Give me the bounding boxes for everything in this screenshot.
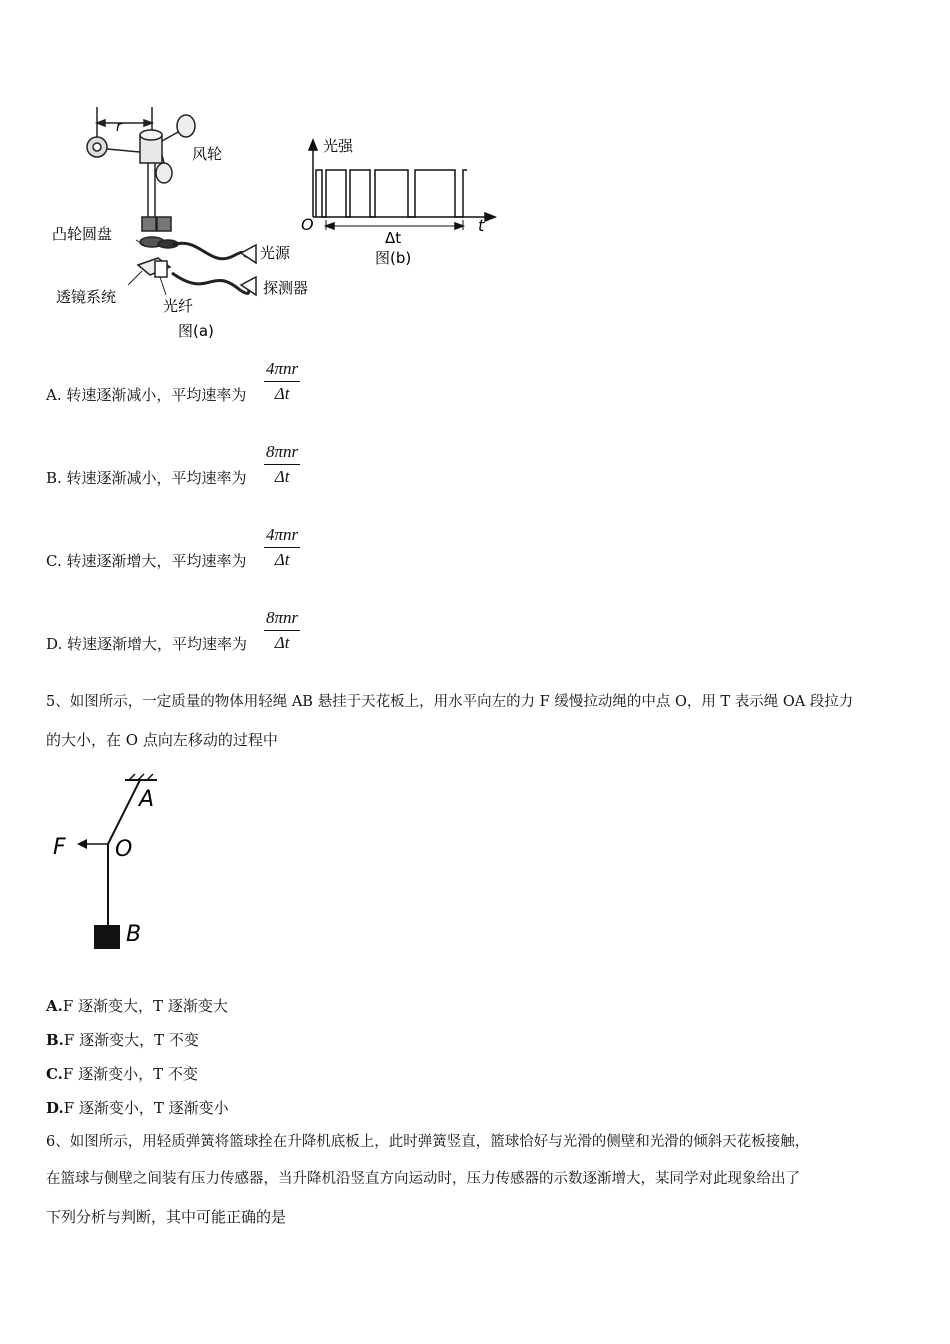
light-source-label: 光源 (260, 244, 291, 262)
figure-b-caption: 图(b) (375, 249, 412, 267)
option-text: C. 转速逐渐增大，平均速率为 (46, 552, 247, 570)
option-label: B. (46, 1031, 64, 1049)
q5-stem-line2: 的大小，在 O 点向左移动的过程中 (46, 731, 278, 749)
q4-option-d (46, 634, 247, 654)
denominator: Δt (274, 467, 290, 486)
point-a-label: A (139, 787, 155, 812)
cam-disk-label: 凸轮圆盘 (52, 225, 113, 243)
time-axis-label: t (478, 216, 485, 235)
detector-label: 探测器 (263, 279, 309, 297)
force-arrowhead (77, 839, 87, 849)
intensity-axis-label: 光强 (323, 137, 354, 155)
option-text: F 逐渐变小，T 不变 (62, 1065, 198, 1083)
q4-option-a (46, 385, 246, 405)
numerator: 8πnr (264, 442, 300, 465)
q4-option-b (46, 468, 247, 488)
origin-label: O (301, 215, 314, 234)
q4-option-b-fraction (264, 442, 300, 487)
q4-option-a-fraction (264, 359, 300, 404)
q6-stem-line1: 6、如图所示，用轻质弹簧将篮球拴在升降机底板上，此时弹簧竖直，篮球恰好与光滑的侧壁和光滑的倾斜天花板接触， (46, 1134, 810, 1150)
denominator: Δt (274, 384, 290, 403)
force-f-label: F (53, 835, 66, 860)
q5-figure (45, 770, 175, 955)
option-text: F 逐渐变小，T 逐渐变小 (63, 1099, 229, 1117)
option-label: C. (46, 1065, 63, 1083)
numerator: 8πnr (264, 608, 300, 631)
q5-option-d (46, 1098, 229, 1118)
point-b-label: B (126, 922, 142, 947)
option-label: D. (46, 1099, 64, 1117)
mass-block (94, 925, 120, 949)
numerator: 4πnr (264, 359, 300, 382)
q6-stem-line3: 下列分析与判断，其中可能正确的是 (46, 1208, 287, 1226)
q5-stem-line1: 5、如图所示，一定质量的物体用轻绳 AB 悬挂于天花板上，用水平向左的力 F 缓慢拉动绳的中点 O，用 T 表示绳 OA 段拉力 (46, 694, 854, 710)
optical-fiber-label: 光纤 (163, 297, 194, 315)
q4-option-c (46, 551, 246, 571)
q6-stem-line2: 在篮球与侧壁之间装有压力传感器，当升降机沿竖直方向运动时，压力传感器的示数逐渐增大，某同学对此现象给出了 (46, 1171, 800, 1187)
q4-option-d-fraction (264, 608, 300, 653)
option-text: A. 转速逐渐减小，平均速率为 (46, 386, 247, 404)
point-o-label: O (115, 837, 133, 862)
option-text: F 逐渐变大，T 逐渐变大 (62, 997, 228, 1015)
denominator: Δt (274, 633, 290, 652)
option-text: D. 转速逐渐增大，平均速率为 (46, 635, 248, 653)
figure-a (52, 95, 330, 345)
numerator: 4πnr (264, 525, 300, 548)
option-label: A. (46, 997, 63, 1015)
q5-option-b (46, 1030, 199, 1050)
denominator: Δt (274, 550, 290, 569)
q4-option-c-fraction (264, 525, 300, 570)
q5-option-c (46, 1064, 198, 1084)
wind-wheel-label: 风轮 (192, 145, 223, 163)
figure-b (295, 130, 505, 275)
interval-label: Δt (385, 229, 402, 247)
option-text: B. 转速逐渐减小，平均速率为 (46, 469, 247, 487)
lens-system-label: 透镜系统 (56, 288, 117, 306)
q5-option-a (46, 996, 228, 1016)
option-text: F 逐渐变大，T 不变 (63, 1031, 199, 1049)
r-label: r (116, 119, 122, 135)
figure-a-caption: 图(a) (178, 322, 214, 340)
